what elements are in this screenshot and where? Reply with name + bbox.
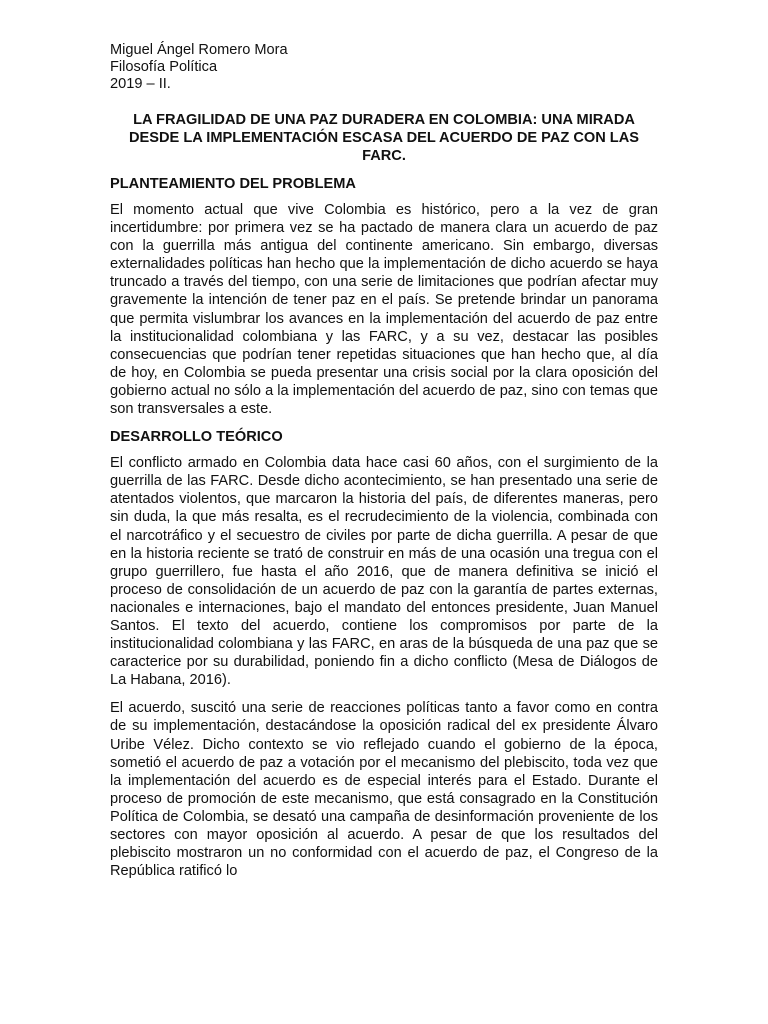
course-name: Filosofía Política [110, 59, 218, 75]
author-block [110, 42, 658, 93]
document-title: LA FRAGILIDAD DE UNA PAZ DURADERA EN COLOMBIA: UNA MIRADA DESDE LA IMPLEMENTACIÓN ESCASA DEL ACUERDO DE PAZ CON LAS FARC. [129, 112, 639, 164]
paragraph: El momento actual que vive Colombia es histórico, pero a la vez de gran incertidumbre: por primera vez se ha pactado de manera clara un acuerdo de paz con la guerrilla más antigua del continente americano. Sin embargo, diversas externalidades políticas han hecho que la implementación de dicho acuerdo se haya truncado a través del tiempo, con una serie de limitaciones que podrían afectar muy gravemente la intención de tener paz en el país. Se pretende brindar un panorama que permita vislumbrar los avances en la implementación del acuerdo de paz entre la institucionalidad colombiana y las FARC, y a su vez, destacar las posibles consecuencias que podrían tener repetidas situaciones que han hecho que, al día de hoy, en Colombia se pueda presentar una crisis social por la clara oposición del gobierno actual no sólo a la implementación del acuerdo de paz, sino con temas que son transversales a este. [110, 202, 658, 418]
author-name: Miguel Ángel Romero Mora [110, 42, 288, 58]
paragraph: El acuerdo, suscitó una serie de reacciones políticas tanto a favor como en contra de su implementación, destacándose la oposición radical del ex presidente Álvaro Uribe Vélez. Dicho contexto se vio reflejado cuando el gobierno de la época, sometió el acuerdo de paz a votación por el mecanismo del plebiscito, toda vez que la implementación del acuerdo es de especial interés para el Estado. Durante el proceso de promoción de este mecanismo, que está consagrado en la Constitución Política de Colombia, se desató una campaña de desinformación proveniente de los sectores con mayor oposición al acuerdo. A pesar de que los resultados del plebiscito mostraron un no conformidad con el acuerdo de paz, el Congreso de la República ratificó lo [110, 700, 658, 880]
paragraph: El conflicto armado en Colombia data hace casi 60 años, con el surgimiento de la guerrilla de las FARC. Desde dicho acontecimiento, se han presentado una serie de atentados violentos, que marcaron la historia del país, de diferentes maneras, pero sin duda, la que más resalta, es el recrudecimiento de la violencia, combinada con el narcotráfico y el secuestro de civiles por parte de dicha guerrilla. A pesar de que en la historia reciente se trató de construir en más de una ocasión una tregua con el grupo guerrillero, fue hasta el año 2016, que de manera definitiva se inició el proceso de consolidación de un acuerdo de paz con la garantía de partes externas, nacionales e internaciones, bajo el mandato del entonces presidente, Juan Manuel Santos. El texto del acuerdo, contiene los compromisos por parte de la institucionalidad colombiana y las FARC, en aras de la búsqueda de una paz que se caracterice por su durabilidad, poniendo fin a dicho conflicto (Mesa de Diálogos de La Habana, 2016). [110, 455, 658, 689]
term: 2019 – II. [110, 76, 171, 92]
section-heading-problem: PLANTEAMIENTO DEL PROBLEMA [110, 176, 356, 192]
section-heading-theory: DESARROLLO TEÓRICO [110, 429, 283, 446]
